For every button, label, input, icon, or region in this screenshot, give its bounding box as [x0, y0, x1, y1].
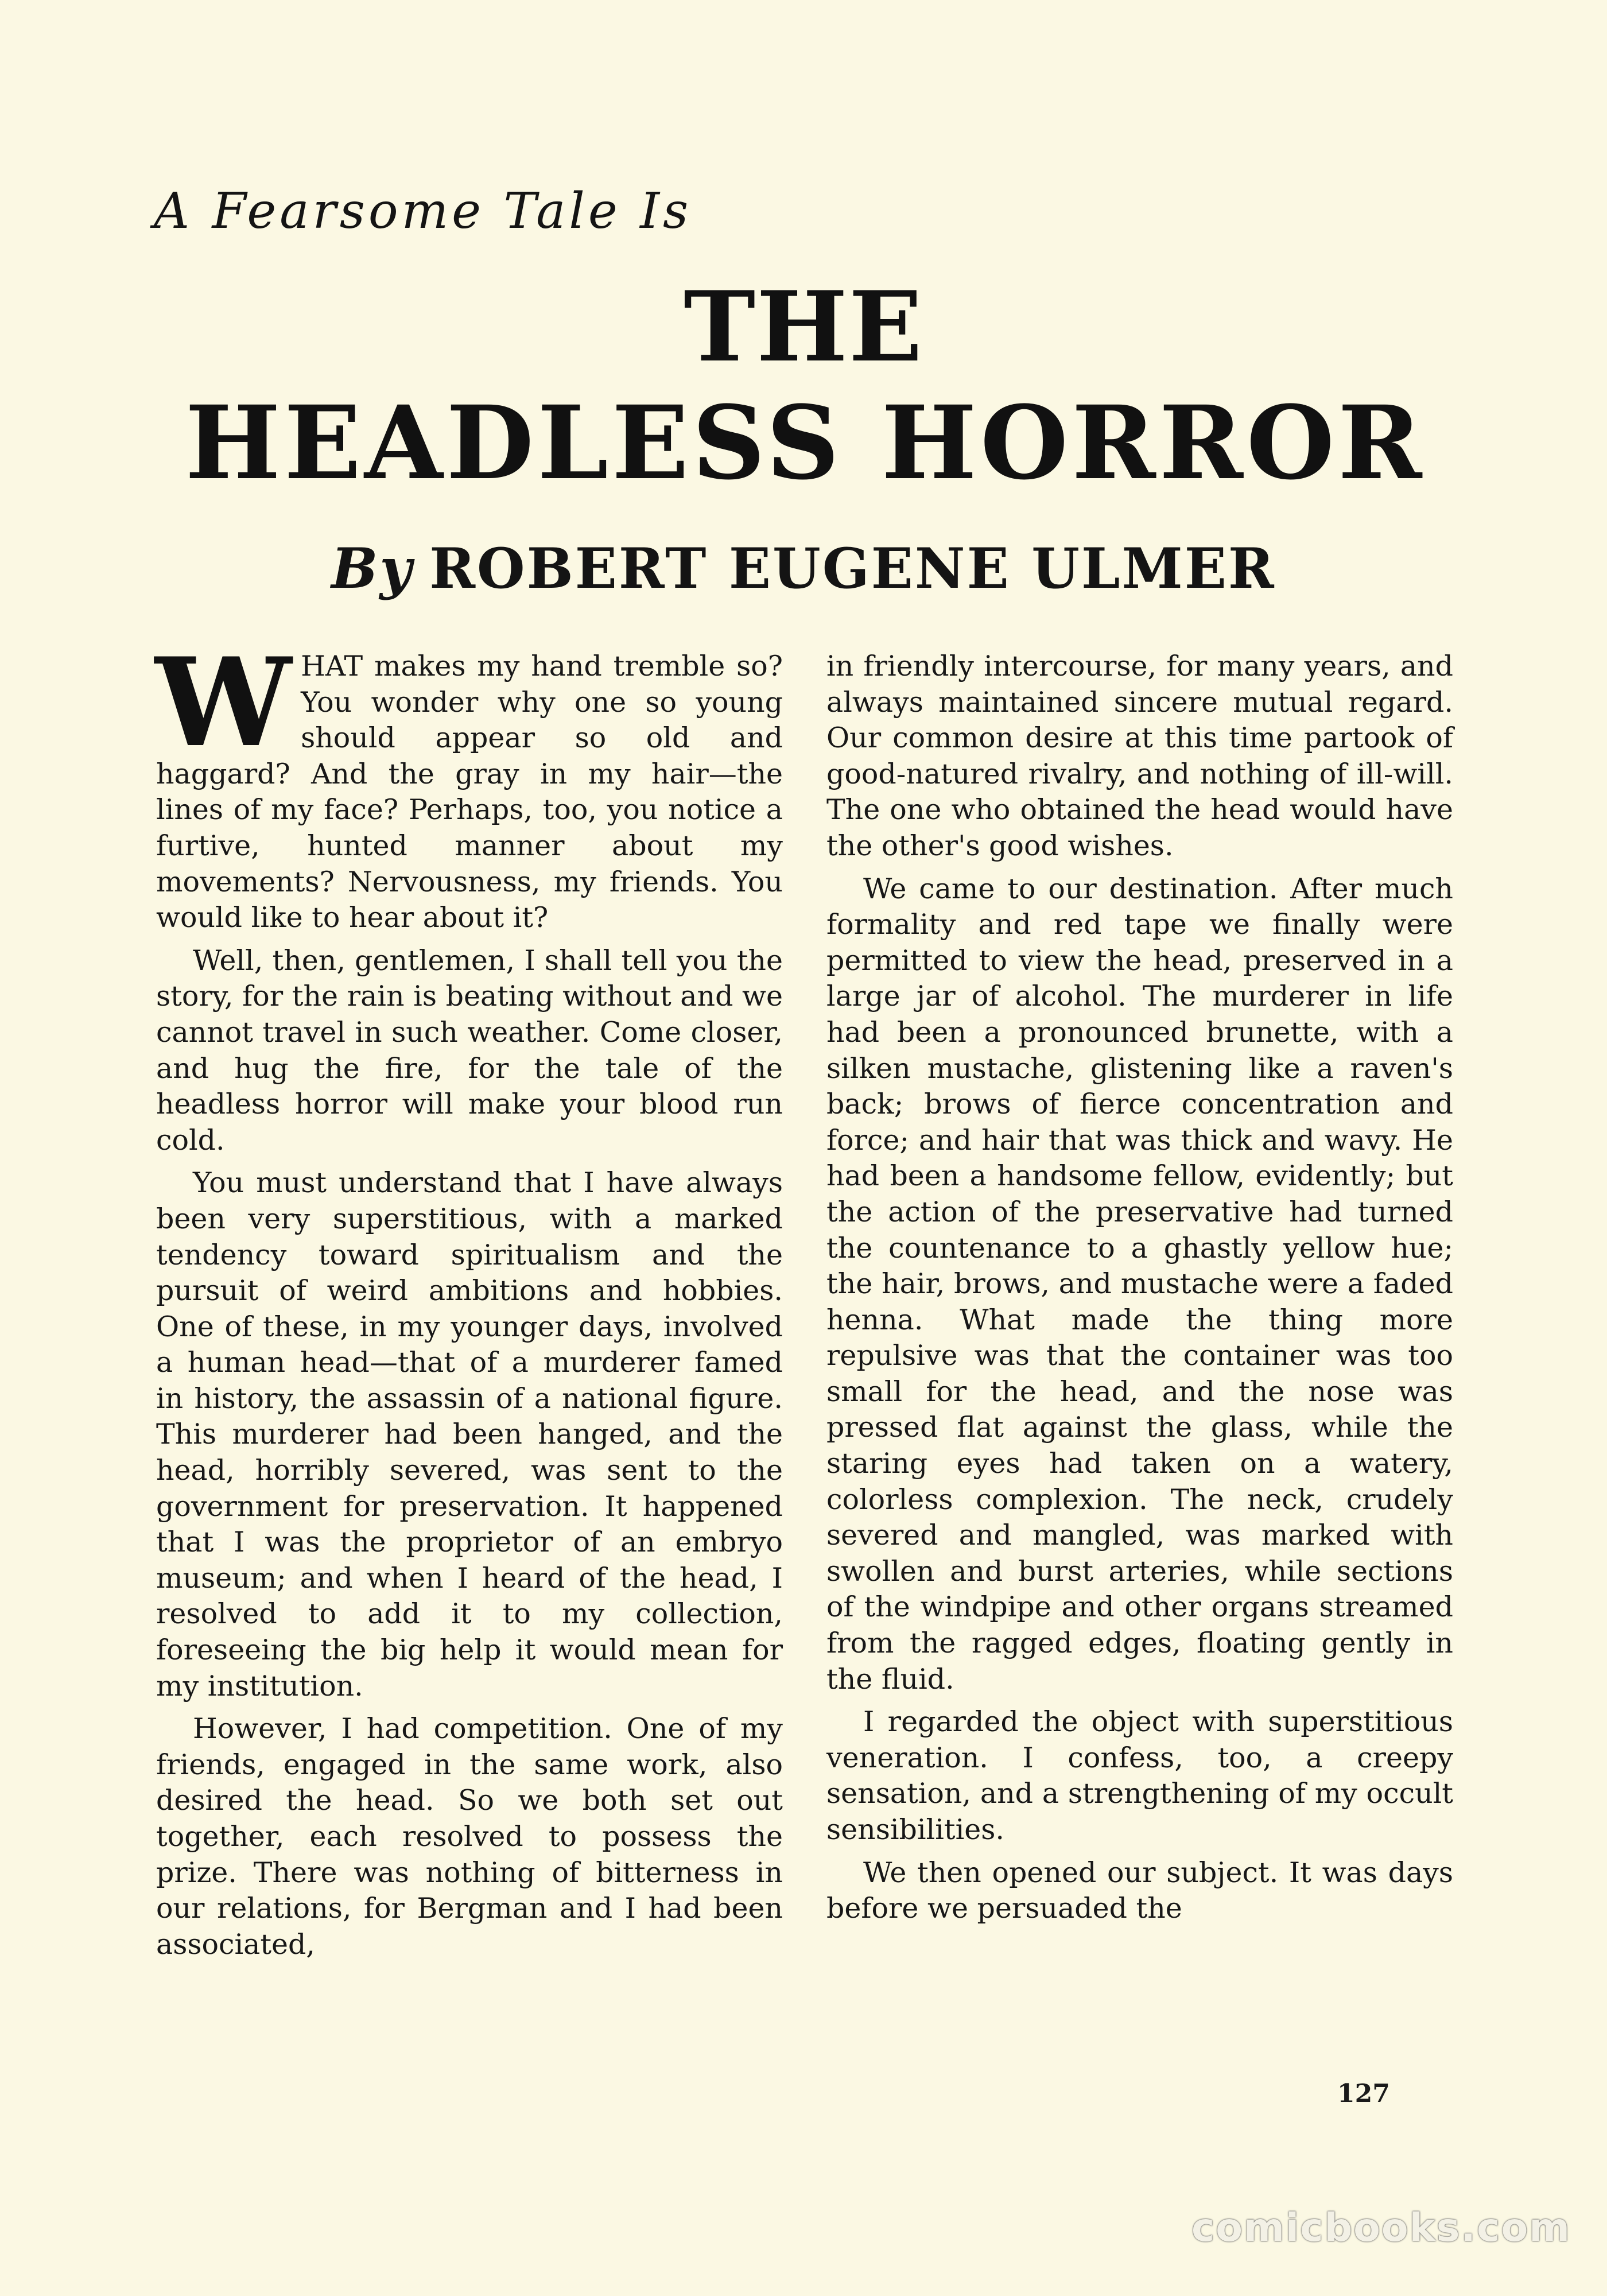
- paragraph: Well, then, gentlemen, I shall tell you the story, for the rain is beating without and we cannot travel in such weather. Come closer, and hug the fire, for the tale of the headless horror will make your blood run cold.: [156, 944, 783, 1157]
- paragraph-text: HAT makes my hand tremble so? You wonder why one so young should appear so old and haggard? And the gray in my hair—the lines of my face? Perhaps, too, you notice a furtive, hunted manner about my movements? Nervousness, my friends. You would like to hear about it?: [156, 650, 783, 934]
- paragraph: I regarded the object with superstitious veneration. I confess, too, a creepy sensation, and a strengthening of my occult sensibilities.: [826, 1705, 1453, 1846]
- paragraph: However, I had competition. One of my friends, engaged in the same work, also desired the head. So we both set out together, each resolved to possess the prize. There was nothing of bitterness in our relations, for Bergman and I had been associated,: [156, 1712, 783, 1961]
- story-title-line-1: THE: [684, 270, 923, 383]
- story-kicker: A Fearsome Tale Is: [154, 183, 692, 240]
- watermark: comicbooks.com: [1191, 2205, 1571, 2251]
- author-name: ROBERT EUGENE ULMER: [429, 536, 1276, 601]
- paragraph: in friendly intercourse, for many years, and always maintained sincere mutual regard. Our common desire at this time partook of good-natured rivalry, and nothing of ill-will. The one who obtained the head would have the other's good wishes.: [826, 650, 1453, 862]
- text-column-right: [826, 649, 1453, 1934]
- byline-prefix: By: [331, 536, 414, 601]
- paragraph: We came to our destination. After much formality and red tape we finally were permitted to view the head, preserved in a large jar of alcohol. The murderer in life had been a pronounced brunette, with a silken mustache, glistening like a raven's back; brows of fierce concentration and force; and hair that was thick and wavy. He had been a handsome fellow, evidently; but the action of the preservative had turned the countenance to a ghastly yellow hue; the hair, brows, and mustache were a faded henna. What made the thing more repulsive was that the container was too small for the head, and the nose was pressed flat against the glass, while the staring eyes had taken on a watery, colorless complexion. The neck, crudely severed and mangled, was marked with swollen and burst arteries, while sections of the windpipe and other organs streamed from the ragged edges, floating gently in the fluid.: [826, 872, 1453, 1696]
- paragraph: You must understand that I have always been very superstitious, with a marked tendency toward spiritualism and the pursuit of weird ambitions and hobbies. One of these, in my younger days, involved a human head—that of a murderer famed in history, the assassin of a national figure. This murderer had been hanged, and the head, horribly severed, was sent to the government for preservation. It happened that I was the proprietor of an embryo museum; and when I heard of the head, I resolved to add it to my collection, foreseeing the big help it would mean for my institution.: [156, 1166, 783, 1702]
- paragraph: [155, 631, 783, 936]
- story-title-line-2: HEADLESS HORROR: [185, 383, 1426, 502]
- text-column-left: [155, 631, 783, 1969]
- paragraph: We then opened our subject. It was days before we persuaded the: [826, 1856, 1453, 1925]
- drop-cap: W: [155, 631, 292, 774]
- page-number: 127: [1337, 2079, 1390, 2108]
- byline: [0, 536, 1607, 601]
